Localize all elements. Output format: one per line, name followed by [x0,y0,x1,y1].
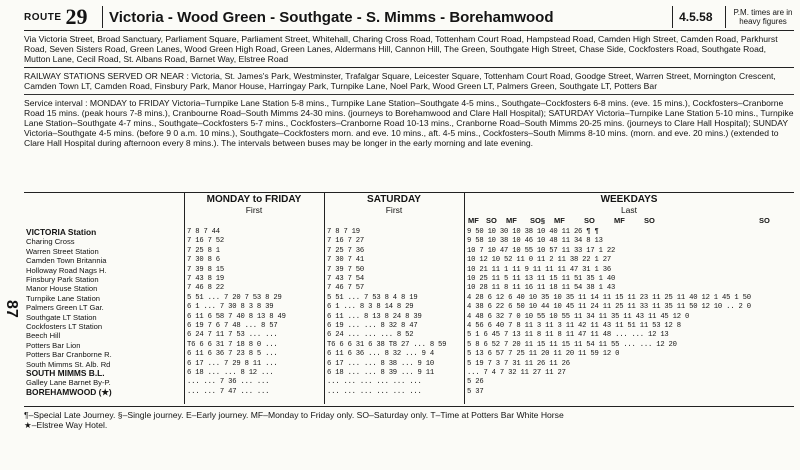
times-mf: 6 1 ... 7 30 8 3 8 39 [187,303,274,312]
footnotes-line-1: ¶–Special Late Journey. §–Single journey. E–Early journey. MF–Monday to Friday only. SO–Saturday only. T–Time at Potters Bar White Horse [24,410,564,420]
times-wd: 10 21 11 1 11 9 11 11 11 47 31 1 36 [467,265,611,274]
station-name: Galley Lane Barnet By-P. [26,378,111,388]
times-sa: 6 11 ... 8 13 8 24 8 39 [327,312,422,321]
station-name: Charing Cross [26,237,75,247]
times-wd: 5 1 6 45 7 13 11 8 11 8 11 47 11 48 ... ... 12 13 [467,331,669,340]
station-name: Palmers Green LT Gar. [26,303,104,313]
route-header [24,4,794,31]
service-interval-text: Service interval : MONDAY to FRIDAY Victoria–Turnpike Lane Station 5-8 mins., Turnpike Lane Station–Southgate 4-5 mins., Southgate–Cockfosters 6-8 mins. (eve. 15 mins.), Cockfosters–Cranborne Road 15 mins. (peak hours 7-8 mins.), Cranbourne Road–South Mimms 24-30 mins. (journeys to Borehamwood and Clare Hall Hospital); SATURDAY Victoria–Turnpike Lane Station 5-10 mins., Turnpike Lane Station–Southgate 4-7 mins., Southgate–Cockfosters 5-7 mins., Cockfosters–Cranborne Road 10-13 mins., Cranborne Road–South Mimms 20-25 mins. (journeys to Clare Hall Hospital); SUNDAY Victoria–Southgate 4-5 mins. (before 9 0 a.m. 10 mins.), Southgate–Cockfosters morn. and eve. 10 mins., aft. 4-5 mins., Cockfosters–South Mimms 8-10 mins. (morn. and eve. 20 mins.) (extended to Clare Hall Hospital during afternoon every 8 mins.). The intervals between buses may be longer in the early morning and late evening. [24,98,794,148]
station-name: Turnpike Lane Station [26,293,101,303]
col-header: MF [554,216,565,225]
col-header: MF [506,216,517,225]
times-sa: 7 16 7 27 [327,237,365,246]
col-header: SO [486,216,497,225]
station-row [24,237,794,247]
station-row [24,275,794,285]
divider [725,6,727,28]
times-mf: 7 39 8 15 [187,265,225,274]
route-date: 4.5.58 [679,10,713,24]
times-sa: 6 18 ... ... 8 39 ... 9 11 [327,369,434,377]
group-sub-weekdays: Last [620,205,638,215]
station-name: BOREHAMWOOD (★) [26,387,112,397]
times-sa: 7 43 7 54 [327,275,365,283]
times-mf: 6 18 ... ... 8 12 ... [187,369,274,377]
times-sa: 6 1 ... 8 3 8 14 8 29 [327,303,414,312]
station-name: Southgate LT Station [26,312,97,322]
times-mf: 6 17 ... 7 29 8 11 ... [187,359,278,368]
times-sa: 7 30 7 41 [327,256,365,265]
station-row [24,388,794,398]
times-sa: 5 51 ... 7 53 8 4 8 19 [327,293,418,302]
times-mf: ... ... 7 47 ... ... [187,387,270,396]
station-name: Camden Town Britannia [26,256,107,266]
railway-stations-text: RAILWAY STATIONS SERVED OR NEAR : Victoria, St. James's Park, Westminster, Trafalgar Square, Leicester Square, Tottenham Court Road, Goodge Street, Warren Street, Mornington Crescent, Camden Town LT, Camden Road, Finsbury Park, Manor House, Harringay Park, Turnpike Lane, Noel Park, Wood Green LT, Palmers Green, Southgate LT, Potters Bar [24,71,776,91]
times-mf: 7 46 8 22 [187,284,225,293]
footnotes [24,406,794,430]
times-mf: 7 16 7 52 [187,237,225,246]
station-name: South Mimms St. Alb. Rd [26,359,111,369]
station-name: Warren Street Station [26,246,99,256]
col-header: SO [759,216,770,225]
group-title-sat: SATURDAY [367,194,421,205]
times-mf: ... ... 7 36 ... ... [187,378,270,387]
times-mf: 5 51 ... 7 20 7 53 8 29 [187,293,282,302]
times-wd: 10 25 11 5 11 13 11 15 11 51 35 1 40 [467,275,616,283]
times-mf: 6 11 6 36 7 23 8 5 ... [187,350,278,359]
station-row [24,266,794,276]
times-wd: 10 12 10 52 11 0 11 2 11 38 22 1 27 [467,256,611,265]
station-row [24,247,794,257]
times-mf: 7 43 8 19 [187,275,225,283]
station-row [24,294,794,304]
footnotes-line-2: ★–Elstree Way Hotel. [24,420,108,430]
via-text: Via Victoria Street, Broad Sanctuary, Parliament Square, Parliament Street, Whitehall, Charing Cross Road, Tottenham Court Road, Hampstead Road, Camden High Street, Camden Road, Parkhurst Road, Seven Sisters Road, Green Lanes, Wood Green High Road, Green Lanes, Aldermans Hill, Cannon Hill, The Green, Southgate High Street, Chase Side, Cockfosters Road, Southgate Road, Mutton Lane, Cecil Road, St. Albans Road, Barnet Way, Elstree Road [24,34,778,64]
station-row [24,378,794,388]
times-sa: 6 24 ... ... ... 8 52 [327,331,414,340]
station-row [24,369,794,379]
times-wd: 5 19 7 3 7 31 11 26 11 26 [467,359,570,368]
col-header: SO [644,216,655,225]
station-row [24,350,794,360]
times-sa: ... ... ... ... ... ... [327,378,422,387]
route-number: 29 [65,4,88,29]
group-sub-sat: First [385,205,403,215]
times-mf: 7 25 8 1 [187,246,220,255]
times-wd: 9 58 10 38 10 46 10 48 11 34 8 13 [467,237,603,246]
times-wd: 10 7 10 47 10 55 10 57 11 33 17 1 22 [467,246,616,255]
station-name: Holloway Road Nags H. [26,265,107,275]
station-name: Manor House Station [26,284,98,294]
times-wd: 5 13 6 57 7 25 11 20 11 20 11 59 12 0 [467,350,620,359]
divider [672,6,674,28]
station-name: Finsbury Park Station [26,275,99,284]
page-side-number: 87 [3,300,20,318]
times-wd: ... 7 4 7 32 11 27 11 27 [467,369,566,377]
station-row [24,228,794,238]
station-name: SOUTH MIMMS B.L. [26,369,105,378]
group-sub-mf: First [245,205,263,215]
times-sa: 7 39 7 50 [327,265,365,274]
times-mf: 6 19 7 6 7 48 ... 8 57 [187,322,278,330]
station-name: VICTORIA Station [26,228,97,237]
times-wd: 5 26 [467,378,484,387]
times-mf: 7 30 8 6 [187,256,220,265]
station-row [24,360,794,370]
times-sa: T6 6 6 31 6 38 T8 27 ... 8 59 [327,340,447,349]
times-wd: 4 38 6 22 6 50 10 44 10 45 11 24 11 25 11 33 11 35 11 50 12 10 .. 2 0 [467,303,751,312]
station-name: Beech Hill [26,331,61,341]
times-sa: 7 8 7 19 [327,228,360,236]
route-title: Victoria - Wood Green - Southgate - S. Mimms - Borehamwood [109,8,554,26]
col-header: MF [468,216,479,225]
station-name: Cockfosters LT Station [26,322,103,331]
station-row [24,313,794,323]
times-wd: 5 37 [467,387,484,396]
times-sa: ... ... ... ... ... ... [327,387,422,396]
station-row [24,303,794,313]
station-row [24,256,794,266]
times-wd: 10 28 11 8 11 16 11 18 11 54 38 1 43 [467,284,616,293]
group-title-mf: MONDAY to FRIDAY [206,194,302,205]
times-mf: T6 6 6 31 7 18 8 0 ... [187,340,278,349]
station-row [24,341,794,351]
times-wd: 4 28 6 12 6 40 10 35 10 35 11 14 11 15 11 23 11 25 11 40 12 1 45 1 50 [467,293,751,302]
col-header: MF [614,216,625,225]
times-mf: 6 11 6 58 7 40 8 13 8 49 [187,312,286,321]
station-row [24,284,794,294]
route-label: ROUTE [24,11,62,23]
times-mf: 7 8 7 44 [187,228,220,236]
pm-times-note: P.M. times are in heavy figures [733,8,793,26]
times-wd: 5 8 6 52 7 20 11 15 11 15 11 54 11 55 ... ... 12 20 [467,340,677,349]
station-name: Potters Bar Lion [26,340,81,350]
station-name: Potters Bar Cranborne R. [26,350,112,360]
station-row [24,331,794,341]
timetable-sheet [24,4,794,464]
times-wd: 9 50 10 30 10 38 10 40 11 26 ¶ ¶ [467,228,599,236]
times-sa: 6 19 ... ... 8 32 8 47 [327,322,418,330]
station-row [24,322,794,332]
times-sa: 6 17 ... ... 8 38 ... 9 10 [327,359,434,368]
times-sa: 7 46 7 57 [327,284,365,293]
times-wd: 4 56 6 40 7 8 11 3 11 3 11 42 11 43 11 51 11 53 12 8 [467,322,681,330]
times-sa: 7 25 7 36 [327,246,365,255]
col-header: SO [584,216,595,225]
col-header: SO§ [530,216,546,225]
times-mf: 6 24 7 11 7 53 ... ... [187,331,278,340]
times-sa: 6 11 6 36 ... 8 32 ... 9 4 [327,350,434,359]
times-wd: 4 48 6 32 7 0 10 55 10 55 11 34 11 35 11 43 11 45 12 0 [467,312,690,321]
divider [102,6,104,28]
group-title-weekdays: WEEKDAYS [600,194,658,205]
